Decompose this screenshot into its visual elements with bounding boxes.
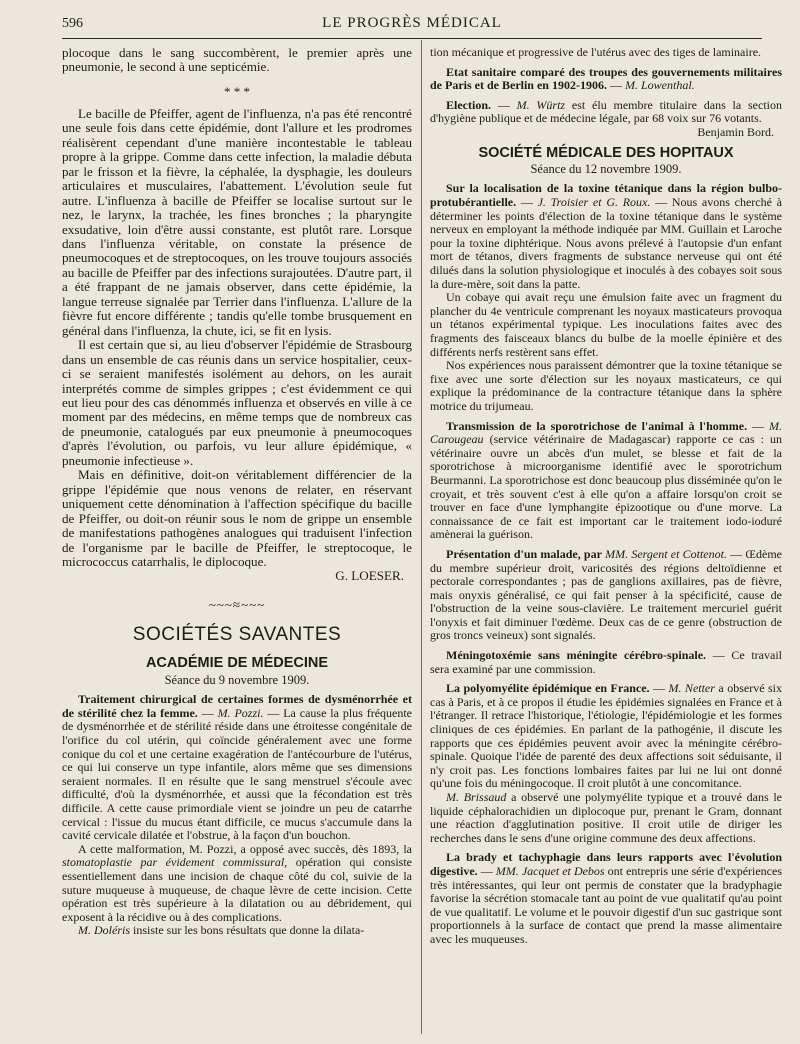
polio-report: La polyomyélite épidémique en France. — M. Netter a observé six cas à Paris, et à ce propos il étudie les épidémies signalées en France et à l'étranger. Il retrace l'historique, l'étiologie, l'épidémiologie et les formes cliniques de ces épidémies. En parlant de la pathogénie, il discute les rapports que ces épidémies peuvent avoir avec la méningite cérébro-spinale. Quoique l'idée de parenté des deux affections soit séduisante, il n'y croit pas. Les fonctions lombaires faites par lui ne lui ont donné qu'une fois du méningocoque. Il croit plutôt à une concomitance. — [430, 681, 782, 791]
text-span: opération qui consiste essentiellement dans une incision de chaque côté du col, suivie de la suture muqueuse à muqueuse, de chaque lèvre de cette incision. Cette opération est très supérieure à la dilatation ou au débridement, qui exposent à la récidive ou à des complications. — [62, 855, 413, 924]
pozzi-paragraph — [62, 843, 412, 925]
report-text: a observé six cas à Paris, et à ce propos il étudie les épidémies signalées en France et à l'étranger. Il retrace l'historique, l'étiologie, l'épidémiologie et les formes cliniques de ces épidémies. En parlant de la pathogénie, il discute les rapports que ces épidémies peuvent avoir avec la méningite cérébro-spinale. Quoique l'idée de parenté des deux affections soit séduisante, il n'y croit pas. Les fonctions lombaires faites par lui ne lui ont donné qu'une fois du méningocoque. Il croit plutôt à une concomitance. — [430, 681, 782, 791]
report-author: M. Carougeau — [430, 418, 782, 447]
brady-report: La brady et tachyphagie dans leurs rapports avec l'évolution digestive. — MM. Jacquet et Debos ont entrepris une série d'expériences très intéressantes, qui leur ont permis de constater que la bradyphagie favorise la sécrétion stomacale tant au point de vue qualitatif qu'au point de vue qualitatif. Le volume et le pouvoir digestif d'un suc gastrique sont proportionnels à la surface de contact que prend la masse alimentaire avec les muqueuses. — [430, 850, 782, 946]
paragraph: plocoque dans le sang succombèrent, le premier après une pneumonie, le second à une septicémie. — [62, 45, 412, 75]
report-title: Sur la localisation de la toxine tétanique dans la région bulbo-protubérantielle. — [430, 181, 782, 210]
report-author: J. Troisier et G. Roux. — [537, 195, 651, 210]
right-column — [430, 46, 782, 947]
pozzi-report: Traitement chirurgical de certaines formes de dysménorrhée et de stérilité chez la femme. — M. Pozzi. — La cause la plus fréquente de dysménorrhée et de stérilité réside dans une étroitesse congénitale de l'orifice du col utérin, qui coïncide généralement avec une forme conique du col et une certaine exagération de l'antécourbure de l'utérus, ce qui lui conserve un type infantile, alors même que ses dimensions seraient normales. Il en résulte que le sang menstruel s'écoule avec difficulté, d'où la dysménorrhée, et aussi que la fécondation est très difficile. A cette cause primordiale vient se joindre un peu de catarrhe cervical : l'issue du mucus étant difficile, ce mucus s'accumule dans la cavité cervicale dilatée et l'obstrue, à la façon d'un bouchon. — [62, 692, 413, 843]
report-title: Transmission de la sporotrichose de l'animal à l'homme. — [446, 418, 748, 433]
ornament-divider: ~~~≈~~~ — [208, 596, 266, 612]
report-author: M. Lowenthal. — [624, 78, 695, 93]
journal-title: LE PROGRÈS MÉDICAL — [322, 15, 502, 31]
report-text: Œdème du membre supérieur droit, varicosités des régions deltoïdienne et pectorale correspondantes ; pas de ganglions axillaires, pas de fièvre, mais onyxis généralisé, ce qui fait penser à la spécificité, cause de l'obstruction de la veine sous-clavière. Le traitement mercuriel guérit l'onyxis et fait diminuer l'œdème. Deux cas de ce genre (obstruction de gros troncs veineux) sont signalés. — [430, 546, 782, 643]
brissaud-paragraph — [430, 791, 782, 845]
report-author: M. Brissaud — [446, 790, 507, 804]
paragraph: tion mécanique et progressive de l'utérus avec des tiges de laminaire. — [430, 45, 762, 59]
meningo-report: Méningotoxémie sans méningite cérébro-spinale. — Ce travail sera examiné par une commission. — [430, 648, 782, 676]
paragraph: Le bacille de Pfeiffer, agent de l'influenza, n'a pas été rencontré une seule fois dans cette épidémie, dont l'allure et les prodromes réalisèrent cependant d'une manière incontestable le tableau propre à la grippe. Comme dans cette infection, la maladie débuta par le frisson et la fièvre, la céphalée, la dysphagie, les douleurs articulaires et musculaires, l'abattement. L'évolution seule fut autre. L'influenza à bacille de Pfeiffer se localise surtout sur le nez, le larynx, la trachée, les fines bronches ; la pharyngite exsudative, loin d'être aussi constante, est plutôt rare. Lorsque dans l'influenza véritable, on constate la présence de pneumocoques et de streptocoques, on les trouve toujours associés au bacille de Pfeiffer par des infections surajoutées. D'autre part, il a été frappant de ne jamais observer, dans cette épidémie, la langue terreuse signalée par Terrier dans l'influenza. L'allure de la fièvre fut encore différente ; tandis qu'elle tombe brusquement en général dans l'influenza, la chute, ici, se fit en lysis. — [62, 105, 412, 338]
report-author: M. Pozzi. — [217, 705, 264, 720]
report-title: Etat sanitaire comparé des troupes des gouvernements militaires de Paris et de Berlin en 1902-1906. — [430, 64, 782, 93]
report-text: Nous avons cherché à déterminer les points d'élection de la toxine tétanique dans le système nerveux en employant la méthode indiquée par MM. Guillain et Laroche pour la toxine diphtérique. Nous avons prélevé à l'autopsie d'un enfant mort de tétanos, divers fragments de substance nerveuse qui ont été dilués dans la solution physiologique et inoculés à des cobayes soit sous la dure-mère, soit dans la patte. — [430, 195, 783, 291]
doleris-paragraph — [62, 924, 412, 938]
report-author: MM. Sergent et Cottenot. — [605, 546, 727, 561]
society-title: SOCIÉTÉ MÉDICALE DES HOPITAUX — [478, 144, 734, 161]
tetanus-report: Sur la localisation de la toxine tétanique dans la région bulbo-protubérantielle. — J. Troisier et G. Roux. — Nous avons cherché à déterminer les points d'élection de la toxine tétanique dans le système nerveux en employant la méthode indiquée par MM. Guillain et Laroche pour la toxine diphtérique. Nous avons prélevé à l'autopsie d'un enfant mort de tétanos, divers fragments de substance nerveuse qui ont été dilués dans la solution physiologique et inoculés à des cobayes soit sous la dure-mère, soit dans la patte. — [430, 181, 783, 291]
seance-date: Séance du 9 novembre 1909. — [164, 672, 310, 687]
report-text: ont entrepris une série d'expériences très intéressantes, qui leur ont permis de constater que la bradyphagie favorise la sécrétion stomacale tant au point de vue qualitatif qu'au point de vue qualitatif. Le volume et le pouvoir digestif d'un suc gastrique sont proportionnels à la surface de contact que prend la masse alimentaire avec les muqueuses. — [430, 863, 782, 946]
text-span: A cette malformation, M. Pozzi, a opposé avec succès, dès 1893, la — [78, 841, 412, 856]
page-header — [62, 14, 762, 40]
sporotrichose-report: Transmission de la sporotrichose de l'animal à l'homme. — M. Carougeau (service vétérinaire de Madagascar) rapporte ce cas : un vétérinaire ouvre un abcès d'un mulet, se blesse et fait de la sporotrichose à microorganisme identifié avec le sporotrichum Beurmanni. La sporotrichose est donc beaucoup plus disséminée qu'on le croyait, et très souvent c'est à elle qu'on a affaire lorsqu'on croit se trouver en face d'une lymphangite épizootique ou d'une morve. La connaissance de ce fait est important car le traitement iodo-ioduré amènerai la guérison. — [430, 418, 783, 542]
election-report: Election. — M. Würtz est élu membre titulaire dans la section d'hygiène publique et de médecine légale, par 68 voix sur 76 votants. — [430, 97, 783, 126]
report-author: M. Doléris — [78, 923, 130, 938]
paragraph: Nos expériences nous paraissent démontrer que la toxine tétanique se fixe avec une sorte d'élection sur les noyaux masticateurs, ce qui explique la prédominance de la contracture tétanique dans la sphère motrice du trijumeau. — [430, 358, 782, 413]
report-title: La polyomyélite épidémique en France. — [446, 681, 650, 696]
section-stars: * * * — [224, 83, 250, 99]
section-title: SOCIÉTÉS SAVANTES — [132, 624, 342, 646]
column-divider — [421, 40, 422, 1034]
report-author: MM. Jacquet et Debos — [495, 863, 605, 878]
report-title: Méningotoxémie sans méningite cérébro-spinale. — [446, 648, 707, 663]
paragraph: Mais en définitive, doit-on véritablement différencier de la grippe l'épidémie que nous venons de relater, en réservant uniquement cette dénomination à l'affection spécifique du bacille de Pfeiffer, ou doit-on réunir sous le nom de grippe un ensemble de manifestations pathogènes analogues qui traduisent l'infection de l'organisme par le bacille de Pfeiffer, le streptocoque, le micrococcus catarrhalis, le diplocoque. — [62, 467, 412, 569]
academy-title: ACADÉMIE DE MÉDECINE — [145, 655, 329, 672]
sergent-report: Présentation d'un malade, par MM. Sergent et Cottenot. — Œdème du membre supérieur droit, varicosités des régions deltoïdienne et pectorale correspondantes ; pas de ganglions axillaires, pas de fièvre, mais onyxis généralisé, ce qui fait penser à la spécificité, cause de l'obstruction de la veine sous-clavière. Le traitement mercuriel guérit l'onyxis et fait diminuer l'œdème. Deux cas de ce genre (obstruction de gros troncs veineux) sont signalés. — [430, 546, 782, 643]
report-text: est élu membre titulaire dans la section d'hygiène publique et de médecine légale, par 68 voix sur 76 votants. — [430, 97, 783, 126]
report-title: Traitement chirurgical de certaines formes de dysménorrhée et de stérilité chez la femme. — [62, 692, 412, 720]
left-column — [62, 46, 412, 938]
article-signature: G. LOESER. — [335, 568, 404, 584]
page-number: 596 — [62, 16, 83, 31]
report-title: La brady et tachyphagie dans leurs rapports avec l'évolution digestive. — [430, 850, 782, 878]
report-title: Election. — [446, 97, 491, 112]
report-author: M. Würtz — [516, 97, 566, 112]
report-text: Ce travail sera examiné par une commission. — [430, 648, 782, 676]
report-text: (service vétérinaire de Madagascar) rapporte ce cas : un vétérinaire ouvre un abcès d'un mulet, se blesse et fait de la sporotrichose à microorganisme identifié avec le sporotrichum Beurmanni. La sporotrichose est donc beaucoup plus disséminée qu'on le croyait, et très souvent c'est à elle qu'on a affaire lorsqu'on croit se trouver en face d'une lymphangite épizootique ou d'une morve. La connaissance de ce fait est important car le traitement iodo-ioduré amènerai la guérison. — [430, 432, 783, 542]
header-rule — [62, 38, 762, 39]
report-text: La cause la plus fréquente de dysménorrhée et de stérilité réside dans une étroitesse congénitale de l'orifice du col utérin, qui coïncide généralement avec une forme conique du col et une certaine exagération de l'antécourbure de l'utérus, ce qui lui conserve un type infantile, alors même que ses dimensions seraient normales. Il en résulte que le sang menstruel s'écoule avec difficulté, d'où la dysménorrhée, et aussi que la fécondation est très difficile. A cette cause primordiale vient se joindre un peu de catarrhe cervical : l'issue du mucus étant difficile, ce mucus s'accumule dans la cavité cervicale dilatée et l'obstrue, à la façon d'un bouchon. — [62, 705, 413, 843]
seance-date: Séance du 12 novembre 1909. — [530, 162, 682, 177]
article-signature: Benjamin Bord. — [697, 124, 774, 139]
report-text: a observé une polymyélite typique et a trouvé dans le liquide céphalorachidien un diplocoque pur, prenant le Gram, donnant une réaction d'agglutination positive. Il croit utile de diriger les recherches dans le sens d'une origine commune des deux affections. — [430, 790, 782, 845]
etat-report: Etat sanitaire comparé des troupes des gouvernements militaires de Paris et de Berlin en 1902-1906. — M. Lowenthal. — [430, 64, 782, 93]
report-text: insiste sur les bons résultats que donne la dilata- — [133, 923, 365, 938]
paragraph: Un cobaye qui avait reçu une émulsion faite avec un fragment du plancher du 4e ventricule comprenant les noyaux masticateurs provoqua un tétanos expérimental typique. Les inoculations faites avec des fragments des faisceaux blancs du bulbe de la moelle épinière et des différents nerfs restèrent sans effet. — [430, 290, 782, 359]
report-author: M. Netter — [668, 681, 715, 696]
paragraph: Il est certain que si, au lieu d'observer l'épidémie de Strasbourg dans un ensemble de cas réunis dans un service hospitalier, ceux-ci se seraient manifestés isolément au dehors, on les aurait interprétés comme de simples grippes ; c'est évidemment ce qui eut lieu pour des cas dénommés influenza et observés en ville à ce moment par des médecins, en même temps que de nombreux cas de pneumonie, catalogués par eux pneumonie à pneumocoques d'après l'évolution, ou parfois, vu leur allure épidémique, « pneumonie infectieuse ». — [62, 337, 412, 468]
italic-span: stomatoplastie par évidement commissural, — [62, 855, 288, 870]
report-title: Présentation d'un malade, par — [446, 546, 602, 561]
